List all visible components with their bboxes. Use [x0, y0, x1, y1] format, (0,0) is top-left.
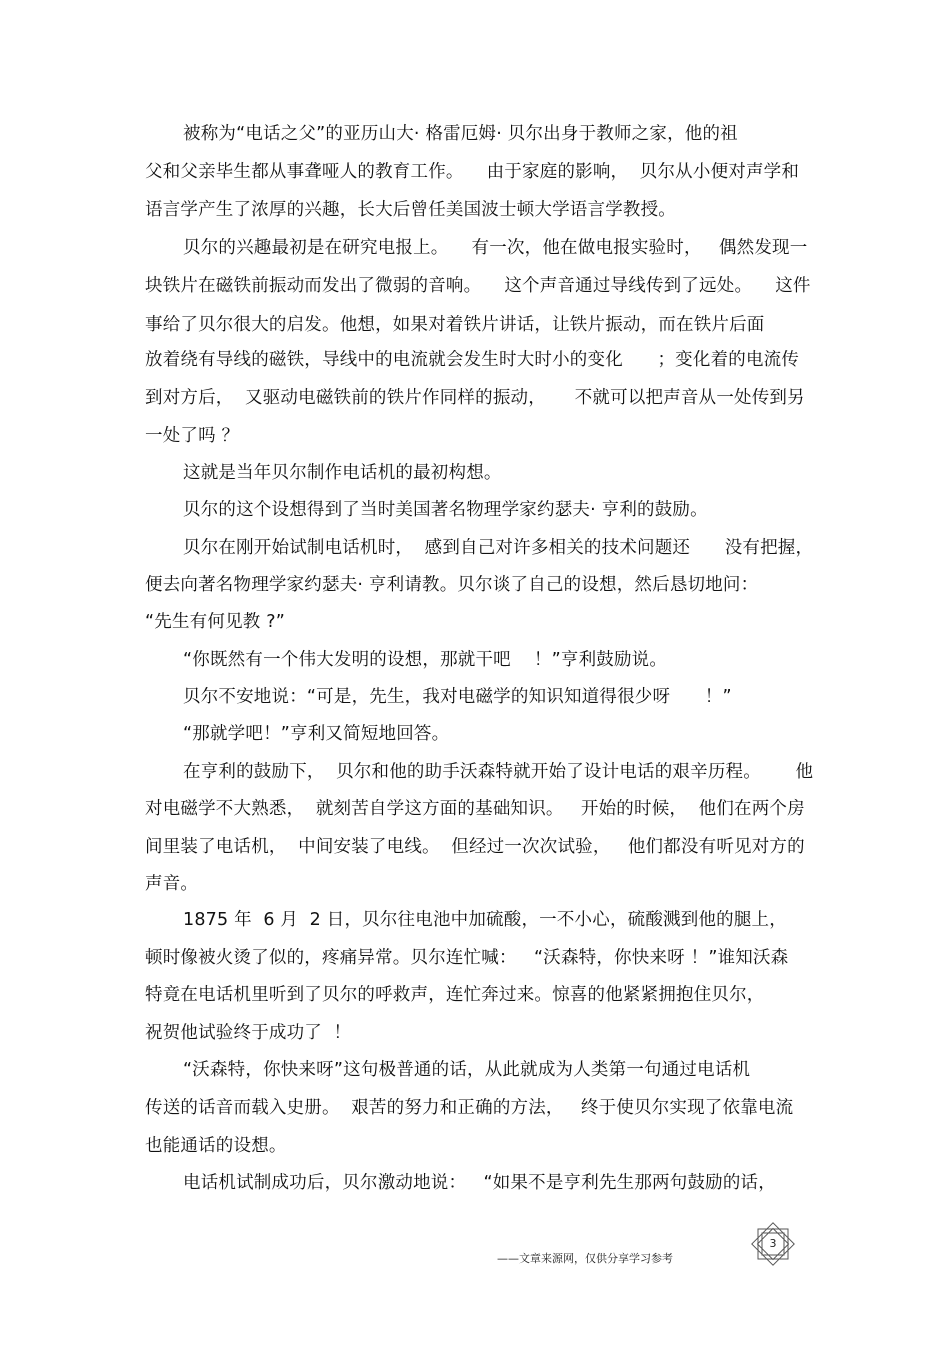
footer-source-note: ——文章来源网，仅供分享学习参考 [497, 1252, 673, 1265]
text-line: 在亨利的鼓励下， 贝尔和他的助手沃森特就开始了设计电话的艰辛历程。 他 [183, 762, 814, 782]
text-line: 也能通话的设想。 [145, 1136, 287, 1156]
text-line: 贝尔在刚开始试制电话机时， 感到自己对许多相关的技术问题还 没有把握， [183, 538, 814, 558]
text-line: 放着绕有导线的磁铁，导线中的电流就会发生时大时小的变化 ；变化着的电流传 [145, 350, 800, 370]
text-line: 1875 年 6 月 2 日，贝尔往电池中加硫酸，一不小心，硫酸溅到他的腿上， [183, 910, 787, 930]
text-line: 贝尔的这个设想得到了当时美国著名物理学家约瑟夫· 亨利的鼓励。 [183, 500, 708, 520]
text-line: 被称为“电话之父”的亚历山大· 格雷厄姆· 贝尔出身于教师之家，他的祖 [183, 124, 738, 144]
page-number: 3 [769, 1237, 777, 1250]
text-line: 对电磁学不大熟悉， 就刻苦自学这方面的基础知识。 开始的时候， 他们在两个房 [145, 799, 805, 819]
text-line: 事给了贝尔很大的启发。他想，如果对着铁片讲话，让铁片振动，而在铁片后面 [145, 315, 765, 335]
text-line: “沃森特，你快来呀”这句极普通的话，从此就成为人类第一句通过电话机 [183, 1060, 751, 1080]
text-line: 这就是当年贝尔制作电话机的最初构想。 [183, 463, 502, 483]
text-line: 便去向著名物理学家约瑟夫· 亨利请教。贝尔谈了自己的设想，然后恳切地问： [145, 575, 759, 595]
text-line: 块铁片在磁铁前振动而发出了微弱的音响。 这个声音通过导线传到了远处。 这件 [145, 276, 811, 296]
text-line: 特竟在电话机里听到了贝尔的呼救声，连忙奔过来。惊喜的他紧紧拥抱住贝尔， [145, 985, 765, 1005]
text-line: “那就学吧！”亨利又简短地回答。 [183, 724, 450, 744]
text-line: 语言学产生了浓厚的兴趣，长大后曾任美国波士顿大学语言学教授。 [145, 200, 676, 220]
text-line: 父和父亲毕生都从事聋哑人的教育工作。 由于家庭的影响， 贝尔从小便对声学和 [145, 162, 800, 182]
text-line: “先生有何见教 ?” [145, 612, 285, 632]
text-line: 到对方后， 又驱动电磁铁前的铁片作同样的振动， 不就可以把声音从一处传到另 [145, 388, 805, 408]
text-line: 声音。 [145, 874, 199, 894]
text-line: “你既然有一个伟大发明的设想，那就干吧 ！”亨利鼓励说。 [183, 650, 668, 670]
text-line: 间里装了电话机， 中间安装了电线。 但经过一次次试验， 他们都没有听见对方的 [145, 837, 805, 857]
text-line: 一处了吗 ？ [145, 426, 240, 446]
text-line: 传送的话音而载入史册。 艰苦的努力和正确的方法， 终于使贝尔实现了依靠电流 [145, 1098, 794, 1118]
text-line: 顿时像被火烫了似的，疼痛异常。贝尔连忙喊： “沃森特，你快来呀 ！”谁知沃森 [145, 948, 789, 968]
text-line: 电话机试制成功后，贝尔激动地说： “如果不是亨利先生那两句鼓励的话， [183, 1173, 776, 1193]
text-line: 祝贺他试验终于成功了 ！ [145, 1023, 352, 1043]
text-line: 贝尔不安地说：“可是，先生，我对电磁学的知识知道得很少呀 ！” [183, 687, 732, 707]
text-line: 贝尔的兴趣最初是在研究电报上。 有一次，他在做电报实验时， 偶然发现一 [183, 238, 808, 258]
page-number-badge [747, 1218, 799, 1270]
